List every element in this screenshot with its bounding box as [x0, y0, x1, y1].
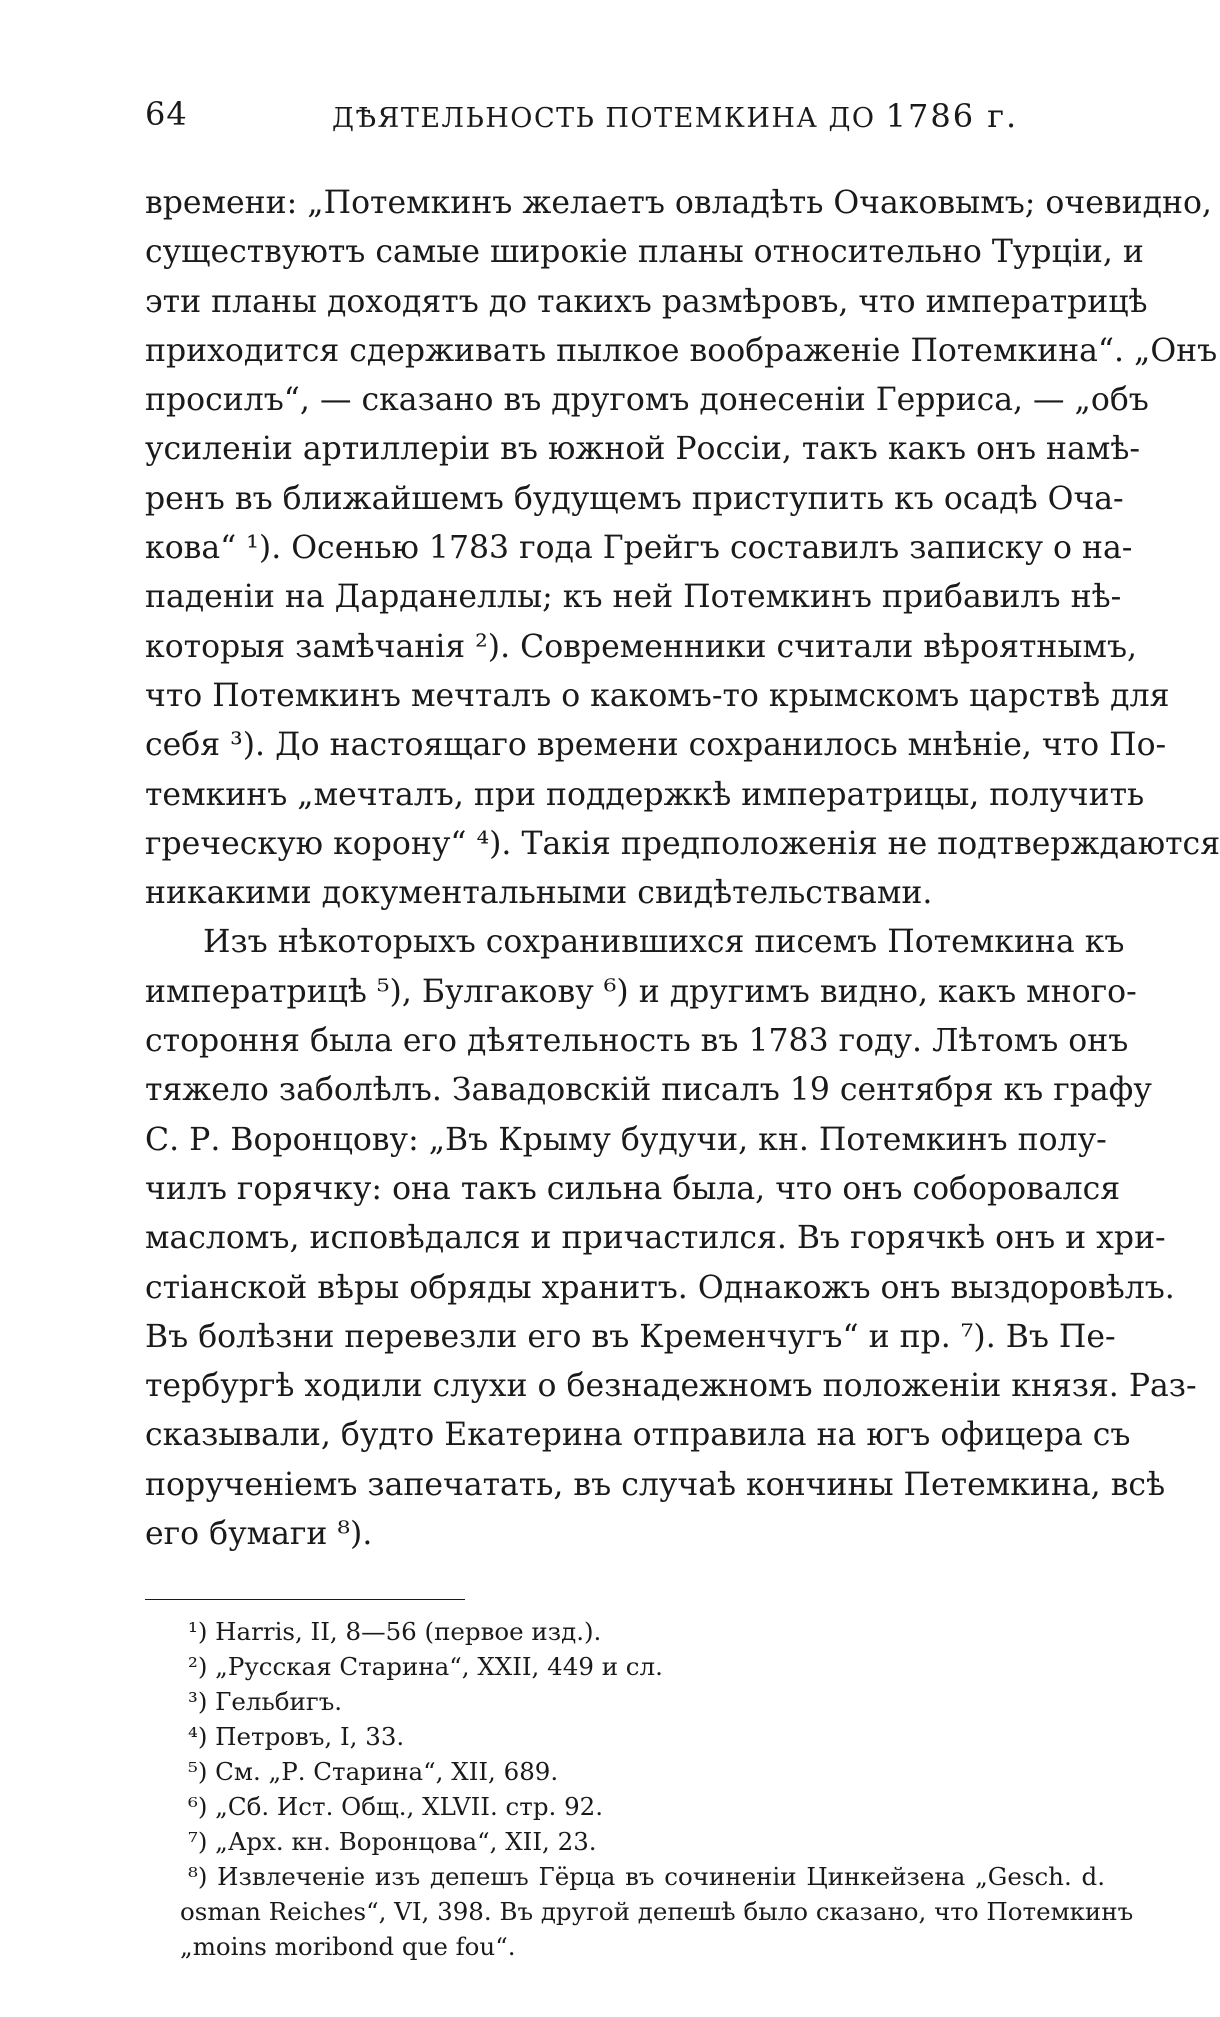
text-line: которыя замѣчанія ²). Современники считали вѣроятнымъ, — [145, 628, 1138, 665]
text-line: С. Р. Воронцову: „Въ Крыму будучи, кн. Потемкинъ полу- — [145, 1121, 1107, 1158]
text-line: тербургѣ ходили слухи о безнадежномъ положеніи князя. Раз- — [145, 1368, 1197, 1405]
text-line: паденіи на Дарданеллы; къ ней Потемкинъ прибавилъ нѣ- — [145, 579, 1122, 616]
text-line: императрицѣ ⁵), Булгакову ⁶) и другимъ видно, какъ много- — [145, 973, 1137, 1010]
text-line: стороння была его дѣятельность въ 1783 году. Лѣтомъ онъ — [145, 1023, 1129, 1060]
text-line: масломъ, исповѣдался и причастился. Въ горячкѣ онъ и хри- — [145, 1220, 1166, 1257]
footnotes — [145, 1614, 1134, 1964]
footnote-7: ⁷) „Арх. кн. Воронцова“, XII, 23. — [188, 1827, 597, 1857]
text-line-content: Изъ нѣкоторыхъ сохранившихся писемъ Потемкина къ — [203, 924, 1125, 961]
footnote-3: ³) Гельбигъ. — [188, 1687, 343, 1717]
text-line: стіанской вѣры обряды хранитъ. Однакожъ онъ выздоровѣлъ. — [145, 1269, 1175, 1306]
text-line: чилъ горячку: она такъ сильна была, что онъ соборовался — [145, 1170, 1121, 1207]
text-line: его бумаги ⁸). — [145, 1516, 373, 1553]
footnote-divider — [145, 1599, 465, 1600]
text-line: существуютъ самые широкіе планы относительно Турціи, и — [145, 234, 1144, 271]
text-line: порученіемъ запечатать, въ случаѣ кончины Петемкина, всѣ — [145, 1466, 1166, 1503]
book-page — [145, 95, 1220, 1964]
text-line: эти планы доходятъ до такихъ размѣровъ, что императрицѣ — [145, 283, 1148, 320]
footnote-1: ¹) Harris, II, 8—56 (первое изд.). — [188, 1617, 602, 1647]
paragraph-2 — [145, 918, 1197, 1559]
text-line-indented — [145, 918, 1125, 967]
text-line: тяжело заболѣлъ. Завадовскій писалъ 19 сентября къ графу — [145, 1072, 1152, 1109]
text-line: кова“ ¹). Осенью 1783 года Грейгъ составилъ записку о на- — [145, 530, 1133, 567]
text-line: Въ болѣзни перевезли его въ Кременчугъ“ и пр. ⁷). Въ Пе- — [145, 1318, 1116, 1355]
text-line: что Потемкинъ мечталъ о какомъ-то крымскомъ царствѣ для — [145, 677, 1170, 714]
footnote-8-line: ⁸) Извлеченіе изъ депешъ Гёрца въ сочиненіи Цинкейзена „Gesch. d. — [188, 1862, 1105, 1892]
running-title — [332, 97, 1018, 135]
footnote-6: ⁶) „Сб. Ист. Общ., XLVII. стр. 92. — [188, 1792, 604, 1822]
footnote-8-line: „moins moribond que fou“. — [180, 1932, 516, 1962]
text-line: усиленіи артиллеріи въ южной Россіи, такъ какъ онъ намѣ- — [145, 431, 1140, 468]
text-line: сказывали, будто Екатерина отправила на югъ офицера съ — [145, 1417, 1131, 1454]
footnote-2: ²) „Русская Старина“, XXII, 449 и сл. — [188, 1652, 663, 1682]
running-title-year: 1786 г. — [885, 97, 1019, 135]
text-line: себя ³). До настоящаго времени сохранилось мнѣніе, что По- — [145, 727, 1167, 764]
text-line: темкинъ „мечталъ, при поддержкѣ императрицы, получить — [145, 776, 1145, 813]
running-head — [145, 95, 1105, 145]
running-title-text: ДѢЯТЕЛЬНОСТЬ ПОТЕМКИНА ДО — [332, 103, 876, 134]
text-line: никакими документальными свидѣтельствами. — [145, 875, 933, 912]
text-line: просилъ“, — сказано въ другомъ донесеніи Герриса, — „объ — [145, 382, 1149, 419]
body-text — [145, 179, 1220, 1559]
paragraph-1 — [145, 179, 1220, 918]
footnote-4: ⁴) Петровъ, I, 33. — [188, 1722, 405, 1752]
text-line: приходится сдерживать пылкое воображеніе Потемкина“. „Онъ — [145, 332, 1218, 369]
text-line: греческую корону“ ⁴). Такія предположенія не подтверждаются — [145, 825, 1220, 862]
page-number: 64 — [145, 95, 188, 133]
text-line: ренъ въ ближайшемъ будущемъ приступить къ осадѣ Оча- — [145, 480, 1124, 517]
footnote-8-line: osman Reiches“, VI, 398. Въ другой депешѣ было сказано, что Потемкинъ — [180, 1897, 1134, 1927]
text-line: времени: „Потемкинъ желаетъ овладѣть Очаковымъ; очевидно, — [145, 185, 1212, 221]
footnote-5: ⁵) См. „Р. Старина“, XII, 689. — [188, 1757, 559, 1787]
